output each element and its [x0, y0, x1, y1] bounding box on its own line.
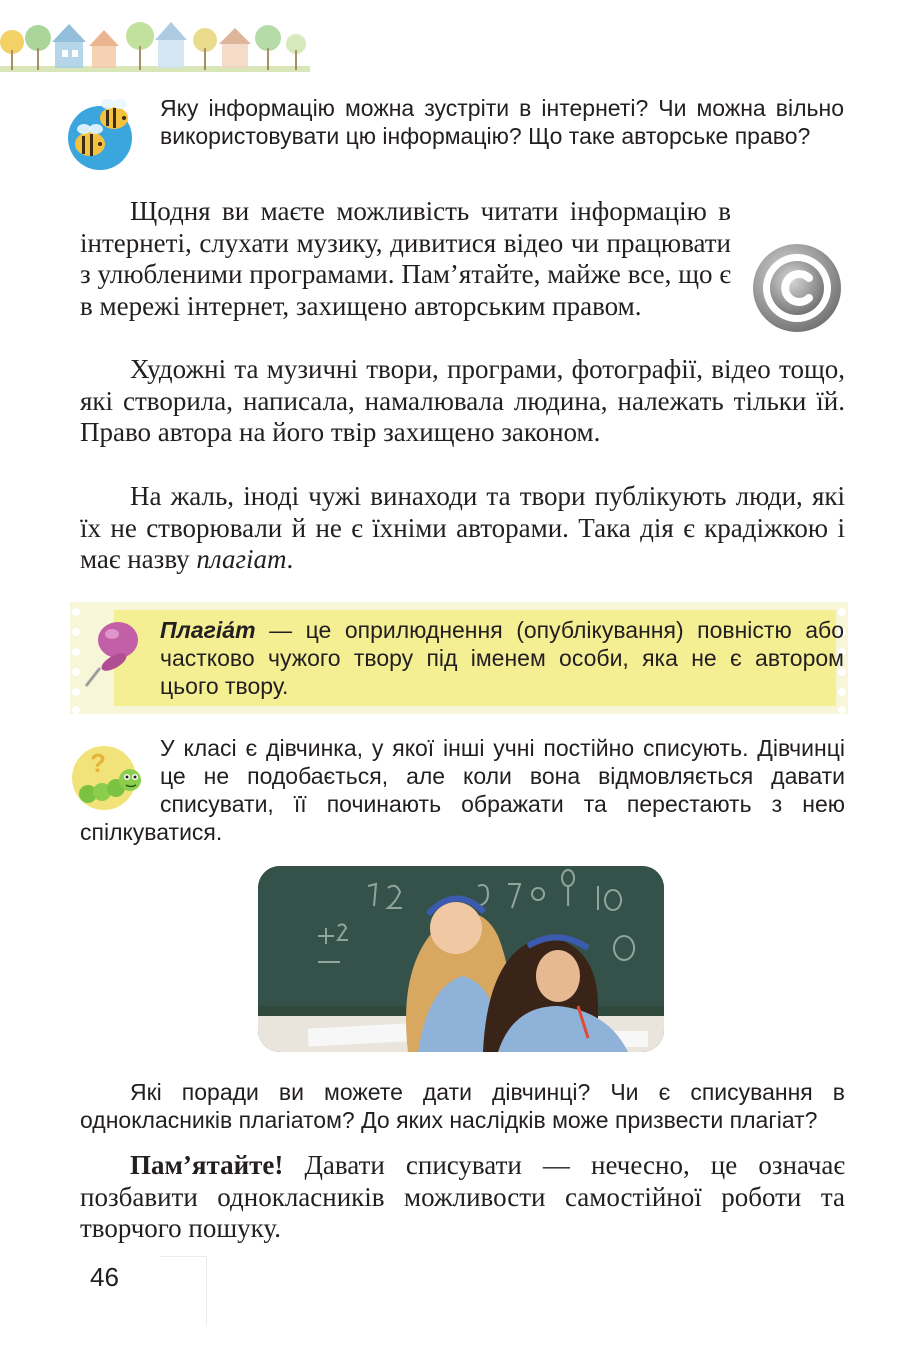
remember-body: Давати списувати — нечесно, це означає позбавити однокласників можливости самостійної роботи та творчого пошуку. — [80, 1150, 845, 1243]
situation-body: У класі є дівчинка, у якої інші учні постійно списують. Дівчинці це не подобається, але коли вона відмовляється давати списувати, її починають ображати та перестають з нею спілкуватися. — [80, 735, 845, 845]
copyright-icon — [749, 240, 845, 336]
header-decoration — [0, 0, 310, 80]
remember-paragraph — [80, 1150, 845, 1245]
situation-text — [80, 734, 845, 846]
paragraph-2: Художні та музичні твори, програми, фотографії, відео тощо, які створила, написала, намалювала людина, належать тільки їй. Право автора на його твір захищено законом. — [80, 354, 845, 447]
definition-body: — це оприлюднення (опублікування) повністю або частково чужого твору під іменем особи, яка не є автором цього твору. — [160, 617, 844, 699]
remember-lead: Пам’ятайте! — [130, 1150, 284, 1180]
paragraph-3-end: . — [286, 544, 294, 574]
bees-icon — [62, 92, 142, 172]
paragraph-1: Щодня ви маєте можливість читати інформацію в інтернеті, слухати музику, дивитися відео чи працювати з улюбленими програмами. Пам’ятайте, майже все, що є в мережі інтернет, захищено авторським правом. — [80, 196, 731, 321]
svg-text:?: ? — [90, 748, 106, 778]
paragraph-1-block — [80, 196, 845, 342]
page-number-frame — [160, 1256, 207, 1325]
definition-term: Плагіа́т — [160, 617, 256, 643]
classroom-photo — [258, 866, 664, 1052]
paragraph-3 — [80, 481, 845, 576]
plagiarism-term: плагіат — [196, 544, 287, 574]
definition-text — [160, 616, 844, 700]
intro-question: Яку інформацію можна зустріти в інтернеті? Чи можна вільно використовувати цю інформацію? Що таке авторське право? — [160, 95, 844, 149]
photo-questions: Які поради ви можете дати дівчинці? Чи є списування в однокласників плагіатом? До яких наслідків може призвести плагіат? — [80, 1079, 845, 1133]
page-number: 46 — [90, 1262, 119, 1292]
paragraph-3-lead: На жаль, іноді чужі винаходи та твори публікують люди, які їх не створювали й не є їхніми авторами. Така дія є крадіжкою і має назву — [80, 481, 845, 574]
